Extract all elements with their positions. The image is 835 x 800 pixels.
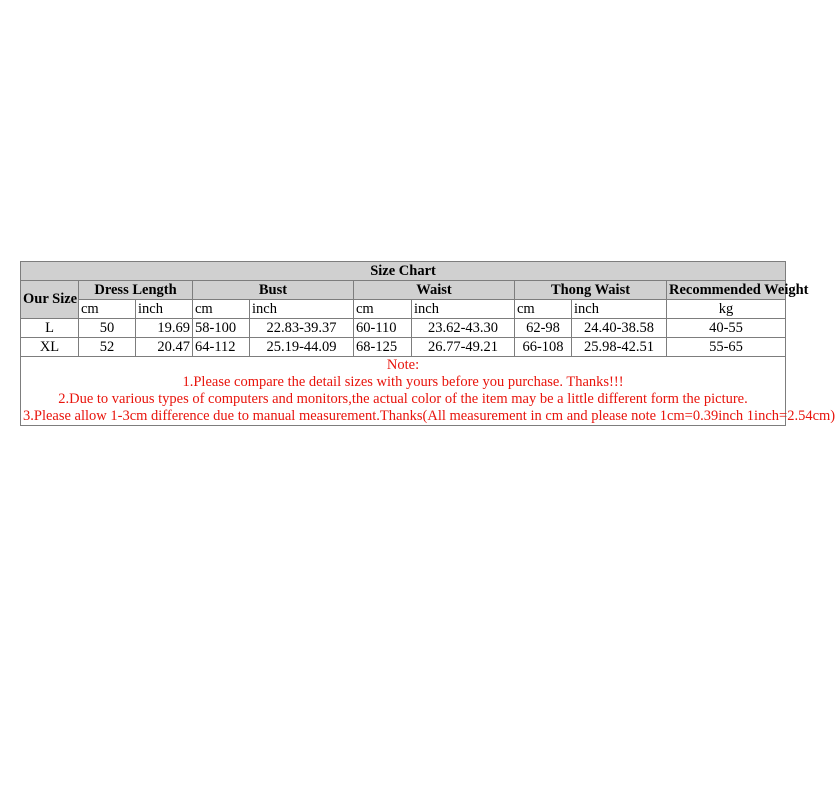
dress-length-inch-value: 19.69 xyxy=(136,319,193,338)
bust-inch-value: 25.19-44.09 xyxy=(250,338,354,357)
dress-length-header: Dress Length xyxy=(79,281,193,300)
header-row xyxy=(21,281,786,300)
our-size-header: Our Size xyxy=(21,281,79,319)
thong-waist-cm-value: 66-108 xyxy=(515,338,572,357)
table-row xyxy=(21,338,786,357)
recommended-weight-header: Recommended Weight xyxy=(667,281,786,300)
title-row xyxy=(21,262,786,281)
bust-inch-unit: inch xyxy=(250,300,354,319)
thong-waist-inch-value: 25.98-42.51 xyxy=(572,338,667,357)
bust-inch-value: 22.83-39.37 xyxy=(250,319,354,338)
thong-waist-header: Thong Waist xyxy=(515,281,667,300)
dress-length-cm-unit: cm xyxy=(79,300,136,319)
note-line-2: 2.Due to various types of computers and monitors,the actual color of the item may be a little different form the picture. xyxy=(58,391,748,407)
unit-row xyxy=(21,300,786,319)
bust-cm-value: 64-112 xyxy=(193,338,250,357)
weight-value: 55-65 xyxy=(667,338,786,357)
waist-cm-value: 60-110 xyxy=(354,319,412,338)
note-line-1: 1.Please compare the detail sizes with yours before you purchase. Thanks!!! xyxy=(182,374,624,390)
weight-value: 40-55 xyxy=(667,319,786,338)
dress-length-cm-value: 50 xyxy=(79,319,136,338)
thong-waist-cm-value: 62-98 xyxy=(515,319,572,338)
bust-cm-unit: cm xyxy=(193,300,250,319)
dress-length-inch-value: 20.47 xyxy=(136,338,193,357)
waist-inch-value: 23.62-43.30 xyxy=(412,319,515,338)
waist-inch-value: 26.77-49.21 xyxy=(412,338,515,357)
size-chart-table xyxy=(20,261,835,426)
size-chart-title: Size Chart xyxy=(21,262,786,281)
notes-row xyxy=(21,357,786,426)
weight-kg-unit: kg xyxy=(667,300,786,319)
note-line-3: 3.Please allow 1-3cm difference due to manual measurement.Thanks(All measurement in cm and please note 1cm=0.39inch 1inch=2.54cm) xyxy=(23,408,835,424)
thong-waist-inch-unit: inch xyxy=(572,300,667,319)
thong-waist-cm-unit: cm xyxy=(515,300,572,319)
waist-header: Waist xyxy=(354,281,515,300)
dress-length-cm-value: 52 xyxy=(79,338,136,357)
bust-cm-value: 58-100 xyxy=(193,319,250,338)
size-label: XL xyxy=(21,338,79,357)
waist-cm-value: 68-125 xyxy=(354,338,412,357)
thong-waist-inch-value: 24.40-38.58 xyxy=(572,319,667,338)
dress-length-inch-unit: inch xyxy=(136,300,193,319)
waist-cm-unit: cm xyxy=(354,300,412,319)
notes-panel xyxy=(21,357,835,426)
table-row xyxy=(21,319,786,338)
bust-header: Bust xyxy=(193,281,354,300)
size-label: L xyxy=(21,319,79,338)
notes-heading: Note: xyxy=(386,357,420,373)
waist-inch-unit: inch xyxy=(412,300,515,319)
